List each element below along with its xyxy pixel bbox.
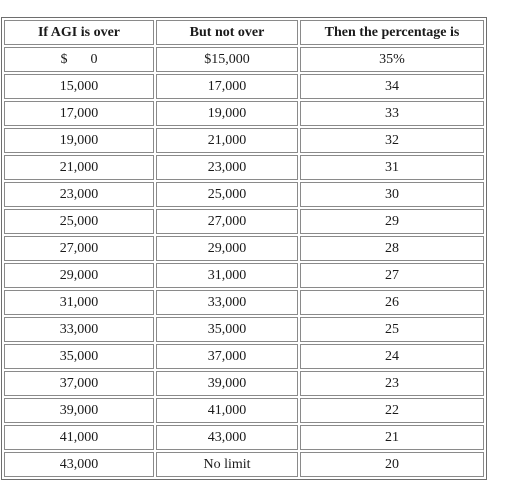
cell-percentage: 31 bbox=[300, 155, 484, 180]
cell-agi-over: 41,000 bbox=[4, 425, 154, 450]
cell-percentage: 34 bbox=[300, 74, 484, 99]
cell-not-over: 21,000 bbox=[156, 128, 298, 153]
cell-not-over: 41,000 bbox=[156, 398, 298, 423]
table-row bbox=[4, 452, 484, 477]
cell-agi-over: 19,000 bbox=[4, 128, 154, 153]
cell-not-over: 39,000 bbox=[156, 371, 298, 396]
header-percentage: Then the percentage is bbox=[300, 20, 484, 45]
cell-agi-over bbox=[4, 47, 154, 72]
table-row bbox=[4, 398, 484, 423]
table-body bbox=[4, 47, 484, 477]
cell-not-over: 25,000 bbox=[156, 182, 298, 207]
cell-agi-over: 37,000 bbox=[4, 371, 154, 396]
cell-percentage: 27 bbox=[300, 263, 484, 288]
cell-percentage: 32 bbox=[300, 128, 484, 153]
table-row bbox=[4, 128, 484, 153]
cell-agi-over: 35,000 bbox=[4, 344, 154, 369]
cell-percentage: 28 bbox=[300, 236, 484, 261]
cell-not-over: 35,000 bbox=[156, 317, 298, 342]
cell-percentage: 29 bbox=[300, 209, 484, 234]
table-header-row bbox=[4, 20, 484, 45]
header-not-over: But not over bbox=[156, 20, 298, 45]
cell-not-over: 19,000 bbox=[156, 101, 298, 126]
header-agi-over: If AGI is over bbox=[4, 20, 154, 45]
cell-agi-over: 25,000 bbox=[4, 209, 154, 234]
table-row bbox=[4, 236, 484, 261]
cell-agi-over: 43,000 bbox=[4, 452, 154, 477]
table-row bbox=[4, 290, 484, 315]
cell-not-over: $15,000 bbox=[156, 47, 298, 72]
table-row bbox=[4, 101, 484, 126]
cell-percentage: 22 bbox=[300, 398, 484, 423]
cell-agi-over-value: 0 bbox=[90, 52, 98, 67]
cell-agi-over: 17,000 bbox=[4, 101, 154, 126]
cell-not-over: 17,000 bbox=[156, 74, 298, 99]
table-row bbox=[4, 371, 484, 396]
cell-not-over: 31,000 bbox=[156, 263, 298, 288]
table-row bbox=[4, 344, 484, 369]
table-row bbox=[4, 317, 484, 342]
cell-not-over: 23,000 bbox=[156, 155, 298, 180]
cell-not-over: 29,000 bbox=[156, 236, 298, 261]
cell-not-over: 37,000 bbox=[156, 344, 298, 369]
cell-agi-over: 33,000 bbox=[4, 317, 154, 342]
cell-agi-over: 39,000 bbox=[4, 398, 154, 423]
agi-percentage-table bbox=[1, 17, 487, 480]
cell-agi-over: 29,000 bbox=[4, 263, 154, 288]
cell-percentage: 23 bbox=[300, 371, 484, 396]
table-row bbox=[4, 74, 484, 99]
table-row bbox=[4, 182, 484, 207]
cell-not-over: 43,000 bbox=[156, 425, 298, 450]
table-row bbox=[4, 425, 484, 450]
cell-percentage: 20 bbox=[300, 452, 484, 477]
cell-not-over: No limit bbox=[156, 452, 298, 477]
cell-not-over: 27,000 bbox=[156, 209, 298, 234]
table-row bbox=[4, 263, 484, 288]
cell-percentage: 30 bbox=[300, 182, 484, 207]
cell-percentage: 25 bbox=[300, 317, 484, 342]
cell-percentage: 21 bbox=[300, 425, 484, 450]
table-row bbox=[4, 155, 484, 180]
cell-percentage: 26 bbox=[300, 290, 484, 315]
table-row bbox=[4, 209, 484, 234]
currency-symbol: $ bbox=[60, 52, 68, 67]
cell-agi-over: 27,000 bbox=[4, 236, 154, 261]
agi-percentage-table-container bbox=[1, 17, 481, 480]
cell-agi-over: 31,000 bbox=[4, 290, 154, 315]
cell-percentage: 24 bbox=[300, 344, 484, 369]
cell-agi-over: 21,000 bbox=[4, 155, 154, 180]
table-row bbox=[4, 47, 484, 72]
cell-agi-over: 23,000 bbox=[4, 182, 154, 207]
cell-agi-over: 15,000 bbox=[4, 74, 154, 99]
cell-percentage: 35% bbox=[300, 47, 484, 72]
cell-not-over: 33,000 bbox=[156, 290, 298, 315]
cell-percentage: 33 bbox=[300, 101, 484, 126]
